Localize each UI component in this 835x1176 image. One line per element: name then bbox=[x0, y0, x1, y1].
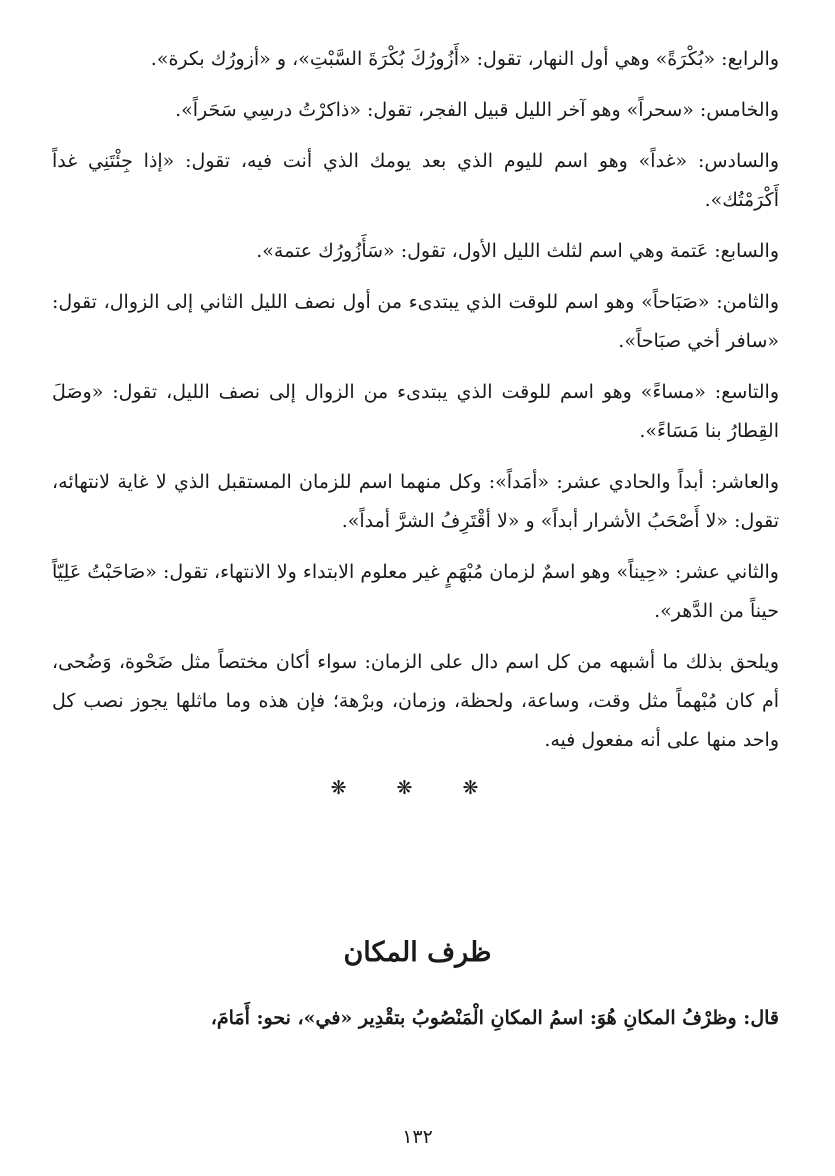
definition-line: قال: وظرْفُ المكانِ هُوَ: اسمُ المكانِ الْمَنْصُوبُ بتقْدِير «في»، نحو: أَمَامَ، bbox=[210, 1007, 779, 1029]
paragraph-closing: ويلحق بذلك ما أشبهه من كل اسم دال على الزمان: سواء أكان مختصاً مثل ضَحْوة، وَضُحى، أم كان مُبْهماً مثل وقت، وساعة، ولحظة، وزمان، وبرْهة؛ فإن هذه وما ماثلها يجوز نصب كل واحد منها على أنه مفعول فيه. bbox=[52, 651, 779, 751]
paragraph-sixth: والسادس: «غداً» وهو اسم لليوم الذي بعد يومك الذي أنت فيه، تقول: «إذا جِئْتَنِي غداً أَكْرَمْتُك». bbox=[52, 150, 779, 211]
paragraph-twelfth: والثاني عشر: «حِيناً» وهو اسمٌ لزمان مُبْهَمٍ غير معلوم الابتداء ولا الانتهاء، تقول: «صَاحَبْتُ عَلِيّاً حيناً من الدَّهر». bbox=[52, 561, 779, 622]
section-separator: ❋ ❋ ❋ bbox=[330, 777, 501, 799]
paragraph-eighth: والثامن: «صَبَاحاً» وهو اسم للوقت الذي يبتدىء من أول نصف الليل الثاني إلى الزوال، تقول: «سافر أخي صبَاحاً». bbox=[52, 291, 779, 352]
body-text bbox=[52, 40, 779, 808]
paragraph-seventh: والسابع: عَتمة وهي اسم لثلث الليل الأول، تقول: «سَأَزُورُك عتمة». bbox=[256, 240, 779, 262]
paragraph-fourth: والرابع: «بُكْرَةً» وهي أول النهار، تقول: «أَزُورُكَ بُكْرَةَ السَّبْتِ»، و «أزورُك بكرة». bbox=[150, 48, 779, 70]
section-heading: ظرف المكان bbox=[343, 937, 492, 968]
page-number: ١٣٢ bbox=[402, 1126, 433, 1148]
paragraph-fifth: والخامس: «سحراً» وهو آخر الليل قبيل الفجر، تقول: «ذاكرْتُ درسِي سَحَراً». bbox=[175, 99, 779, 121]
paragraph-ninth: والتاسع: «مساءً» وهو اسم للوقت الذي يبتدىء من الزوال إلى نصف الليل، تقول: «وصَلَ القِطارُ بنا مَسَاءً». bbox=[52, 381, 779, 442]
paragraph-tenth: والعاشر: أبداً والحادي عشر: «أمَداً»: وكل منهما اسم للزمان المستقبل الذي لا غاية لانتهائه، تقول: «لا أَصْحَبُ الأشرار أبداً» و «لا أقْتَرِفُ الشرَّ أمداً». bbox=[52, 471, 779, 532]
